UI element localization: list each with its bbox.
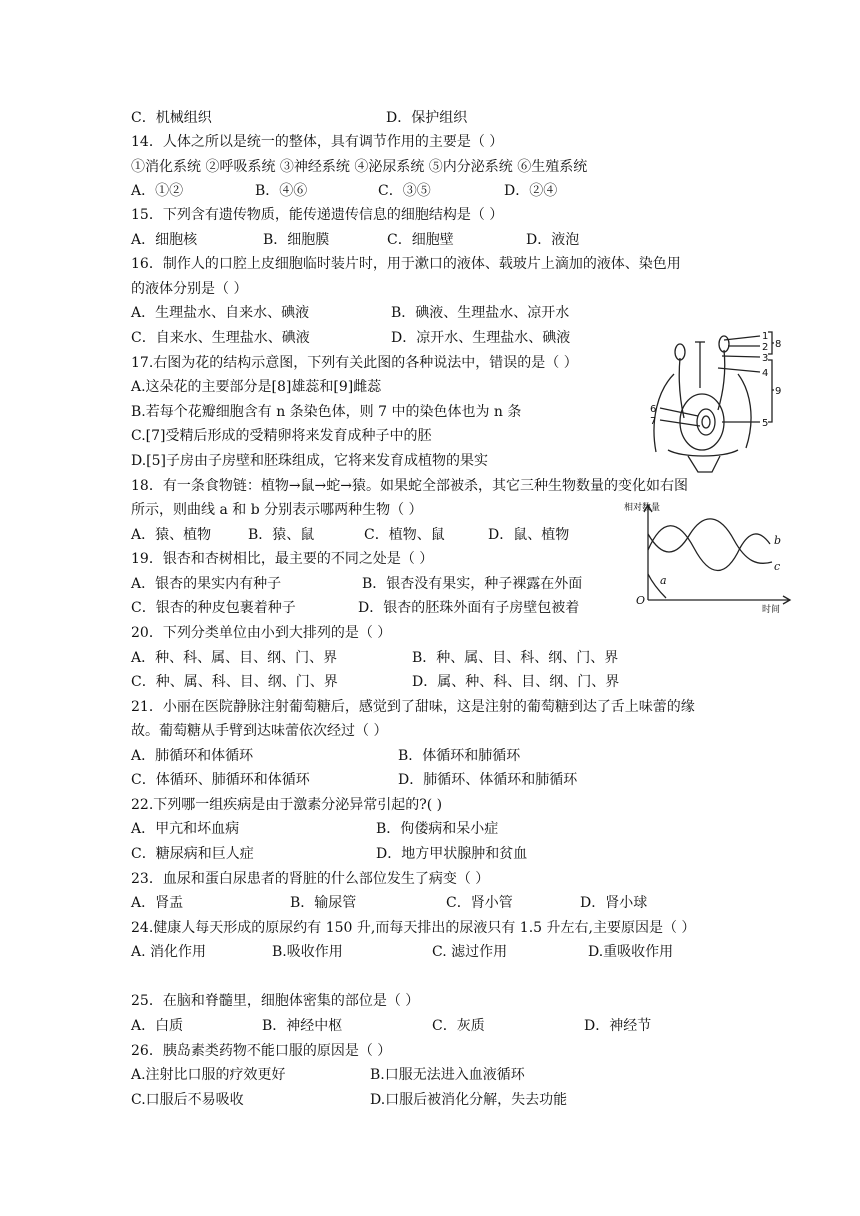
- question-21-stem-line1: 21．小丽在医院静脉注射葡萄糖后，感觉到了甜味，这是注射的葡萄糖到达了舌上味蕾的缘: [131, 699, 695, 715]
- question-25-option-b: B．神经中枢: [262, 1018, 343, 1034]
- question-21-option-d: D．肺循环、体循环和肺循环: [398, 772, 578, 788]
- question-16-option-a: A．生理盐水、自来水、碘液: [131, 305, 310, 321]
- question-17-option-b: B.若每个花瓣细胞含有 n 条染色体，则 7 中的染色体也为 n 条: [131, 404, 522, 420]
- graph-ylabel: 相对数量: [624, 503, 661, 513]
- question-18-option-d: D．鼠、植物: [488, 527, 570, 543]
- flower-structure-diagram: [648, 330, 780, 476]
- question-18-stem-line1: 18．有一条食物链：植物→鼠→蛇→猿。如果蛇全部被杀，其它三种生物数量的变化如右图: [131, 478, 689, 494]
- graph-xlabel: 时间: [762, 605, 781, 615]
- question-24-option-b: B.吸收作用: [272, 944, 343, 960]
- flower-label-5: 5: [762, 418, 769, 429]
- question-23-option-b: B．输尿管: [290, 895, 357, 911]
- question-14-option-d: D．②④: [504, 183, 558, 199]
- flower-label-9: 9: [775, 386, 782, 397]
- flower-label-8: 8: [775, 339, 782, 350]
- question-26-option-b: B.口服无法进入血液循环: [370, 1067, 525, 1083]
- question-20-option-b: B．种、属、目、科、纲、门、界: [412, 650, 619, 666]
- question-15-option-d: D．液泡: [526, 232, 580, 248]
- question-22-option-d: D．地方甲状腺肿和贫血: [376, 846, 528, 862]
- question-17-option-d: D.[5]子房由子房壁和胚珠组成，它将来发育成植物的果实: [131, 453, 489, 469]
- question-14-option-a: A．①②: [131, 183, 184, 199]
- question-16-option-b: B．碘液、生理盐水、凉开水: [391, 305, 570, 321]
- question-14-items: ①消化系统 ②呼吸系统 ③神经系统 ④泌尿系统 ⑤内分泌系统 ⑥生殖系统: [131, 159, 588, 175]
- question-25-option-d: D．神经节: [584, 1018, 652, 1034]
- question-21-option-c: C．体循环、肺循环和体循环: [131, 772, 310, 788]
- question-25-stem: 25．在脑和脊髓里，细胞体密集的部位是（ ）: [131, 993, 420, 1009]
- question-20-stem: 20．下列分类单位由小到大排列的是（ ）: [131, 625, 392, 641]
- question-22-stem: 22.下列哪一组疾病是由于激素分泌异常引起的?( ): [131, 797, 443, 813]
- question-25-option-c: C．灰质: [432, 1018, 485, 1034]
- question-17-stem: 17.右图为花的结构示意图，下列有关此图的各种说法中，错误的是（ ）: [131, 355, 578, 371]
- question-17-option-c: C.[7]受精后形成的受精卵将来发育成种子中的胚: [131, 428, 432, 444]
- question-24-option-c: C. 滤过作用: [432, 944, 508, 960]
- question-26-option-c: C.口服后不易吸收: [131, 1092, 244, 1108]
- flower-label-6: 6: [650, 404, 657, 415]
- curve-a-label: a: [660, 574, 667, 587]
- question-20-option-a: A．种、科、属、目、纲、门、界: [131, 650, 338, 666]
- curve-c-label: c: [774, 560, 781, 573]
- flower-label-3: 3: [762, 353, 769, 364]
- population-change-graph: [622, 500, 794, 616]
- question-18-stem-line2: 所示，则曲线 a 和 b 分别表示哪两种生物（ ）: [131, 502, 423, 518]
- question-14-option-b: B．④⑥: [255, 183, 308, 199]
- question-22-option-c: C．糖尿病和巨人症: [131, 846, 254, 862]
- question-16-stem-line1: 16．制作人的口腔上皮细胞临时装片时，用于漱口的液体、载玻片上滴加的液体、染色用: [131, 256, 681, 272]
- question-14-stem: 14．人体之所以是统一的整体，具有调节作用的主要是（ ）: [131, 134, 504, 150]
- question-22-option-b: B．佝偻病和呆小症: [376, 821, 499, 837]
- question-20-option-d: D．属、种、科、目、纲、门、界: [412, 674, 620, 690]
- graph-origin: O: [636, 594, 646, 607]
- question-20-option-c: C．种、属、科、目、纲、门、界: [131, 674, 338, 690]
- question-18-option-c: C．植物、鼠: [364, 527, 445, 543]
- question-15-stem: 15．下列含有遗传物质，能传递遗传信息的细胞结构是（ ）: [131, 207, 504, 223]
- question-21-option-b: B．体循环和肺循环: [398, 748, 521, 764]
- question-25-option-a: A．白质: [131, 1018, 184, 1034]
- flower-label-4: 4: [762, 368, 769, 379]
- question-17-option-a: A.这朵花的主要部分是[8]雄蕊和[9]雌蕊: [131, 379, 382, 395]
- question-16-stem-line2: 的液体分别是（ ）: [131, 281, 248, 297]
- question-26-stem: 26．胰岛素类药物不能口服的原因是（ ）: [131, 1043, 392, 1059]
- question-23-option-a: A．肾盂: [131, 895, 184, 911]
- question-21-stem-line2: 故。葡萄糖从手臂到达味蕾依次经过（ ）: [131, 723, 388, 739]
- question-19-option-d: D．银杏的胚珠外面有子房壁包被着: [358, 600, 580, 616]
- flower-label-1: 1: [762, 331, 769, 342]
- question-15-option-c: C．细胞壁: [387, 232, 454, 248]
- question-23-option-c: C．肾小管: [446, 895, 513, 911]
- curve-b-label: b: [774, 534, 782, 547]
- question-23-stem: 23．血尿和蛋白尿患者的肾脏的什么部位发生了病变（ ）: [131, 871, 490, 887]
- question-26-option-d: D.口服后被消化分解，失去功能: [370, 1092, 568, 1108]
- question-19-option-a: A．银杏的果实内有种子: [131, 576, 282, 592]
- question-18-option-a: A．猿、植物: [131, 527, 212, 543]
- option-d: D．保护组织: [386, 110, 468, 126]
- flower-label-7: 7: [650, 416, 657, 427]
- question-24-stem: 24.健康人每天形成的原尿约有 150 升,而每天排出的尿液只有 1.5 升左右,主要原因是（ ）: [131, 920, 696, 936]
- question-18-option-b: B．猿、鼠: [248, 527, 315, 543]
- question-14-option-c: C．③⑤: [378, 183, 431, 199]
- question-16-option-d: D．凉开水、生理盐水、碘液: [391, 330, 571, 346]
- question-23-option-d: D．肾小球: [580, 895, 648, 911]
- question-19-option-b: B．银杏没有果实，种子裸露在外面: [362, 576, 583, 592]
- question-21-option-a: A．肺循环和体循环: [131, 748, 254, 764]
- question-19-stem: 19．银杏和杏树相比，最主要的不同之处是（ ）: [131, 551, 434, 567]
- question-26-option-a: A.注射比口服的疗效更好: [131, 1067, 286, 1083]
- question-24-option-a: A. 消化作用: [131, 944, 207, 960]
- option-c: C．机械组织: [131, 110, 212, 126]
- question-15-option-b: B．细胞膜: [263, 232, 330, 248]
- flower-label-2: 2: [762, 342, 769, 353]
- question-24-option-d: D.重吸收作用: [588, 944, 674, 960]
- question-22-option-a: A．甲亢和坏血病: [131, 821, 240, 837]
- question-19-option-c: C．银杏的种皮包裹着种子: [131, 600, 296, 616]
- question-15-option-a: A．细胞核: [131, 232, 198, 248]
- question-16-option-c: C．自来水、生理盐水、碘液: [131, 330, 310, 346]
